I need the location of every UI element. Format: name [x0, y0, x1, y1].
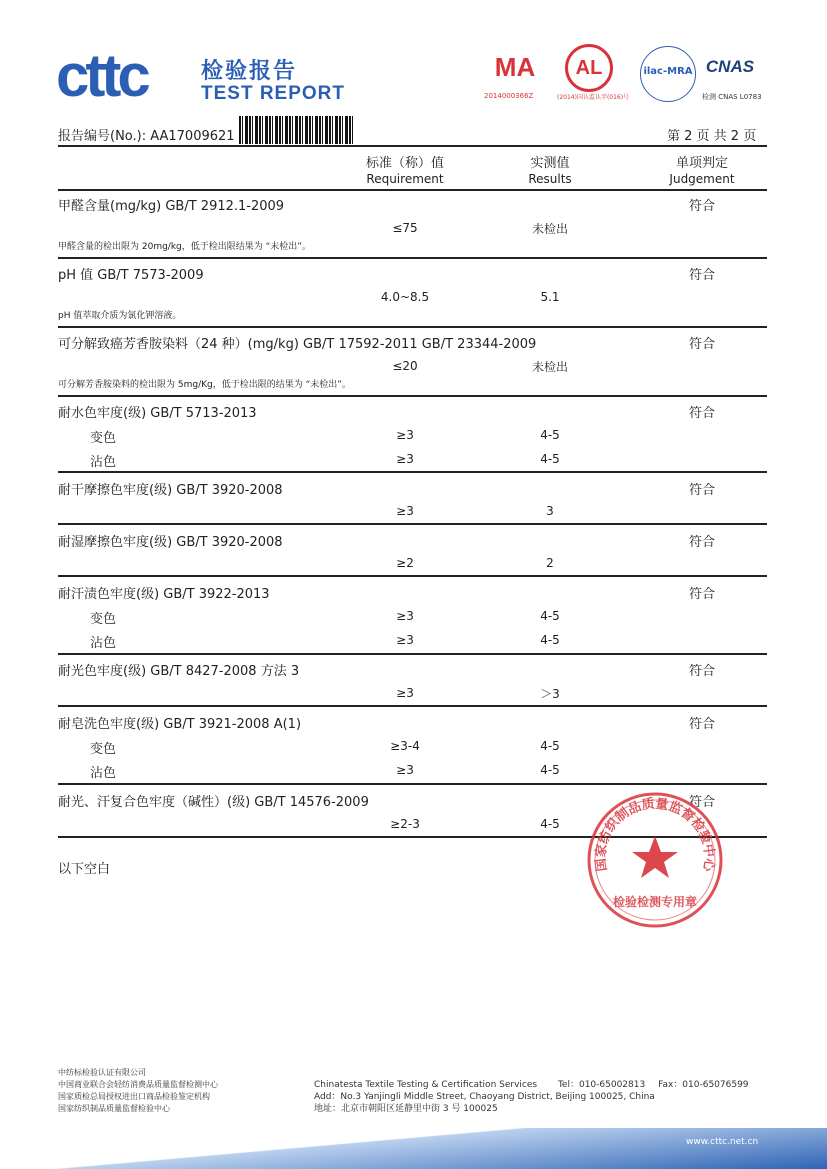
- test-requirement: ≤75: [392, 221, 418, 235]
- ilac-mra-icon: [640, 46, 696, 102]
- test-judgement: 符合: [688, 268, 715, 283]
- cnas-mark-icon: [702, 50, 758, 84]
- stamp-ring-text: 国家纺织制品质量监督检验中心: [593, 796, 717, 873]
- sub-label: 变色: [90, 742, 117, 757]
- footer-organizations: [58, 1067, 218, 1115]
- sub-requirement: ≥3: [396, 763, 414, 777]
- test-result: 3: [546, 504, 554, 518]
- test-result: 未检出: [531, 360, 568, 374]
- test-note: pH 值萃取介质为氯化钾溶液。: [58, 311, 182, 321]
- test-title: pH 值 GB/T 7573-2009: [58, 268, 204, 283]
- row-rule: [58, 783, 767, 785]
- test-requirement: ≥3: [396, 504, 414, 518]
- sub-label: 沾色: [90, 766, 117, 781]
- footer-org-line: 国家纺织制品质量监督检验中心: [58, 1104, 170, 1113]
- footer-website[interactable]: www.cttc.net.cn: [686, 1137, 759, 1147]
- test-judgement: 符合: [688, 199, 715, 214]
- sub-result: 4-5: [540, 739, 560, 753]
- header-rule: [58, 189, 767, 191]
- sub-label: 沾色: [90, 636, 117, 651]
- logo-title-en: TEST REPORT: [201, 83, 346, 104]
- test-title: 耐湿摩擦色牢度(级) GB/T 3920-2008: [58, 535, 283, 550]
- report-number: 报告编号(No.): AA17009621: [58, 129, 235, 144]
- test-judgement: 符合: [688, 337, 715, 352]
- test-judgement: 符合: [688, 664, 715, 679]
- test-title: 甲醛含量(mg/kg) GB/T 2912.1-2009: [58, 199, 285, 214]
- cal-label: AL: [575, 57, 603, 79]
- row-rule: [58, 575, 767, 577]
- sub-result: 4-5: [540, 452, 560, 466]
- blank-below-note: 以下空白: [58, 862, 111, 877]
- sub-requirement: ≥3: [396, 428, 414, 442]
- test-title: 耐光、汗复合色牢度（碱性）(级) GB/T 14576-2009: [58, 795, 369, 810]
- cal-mark-icon: [565, 44, 613, 92]
- page-info: 第 2 页 共 2 页: [667, 129, 757, 144]
- footer-org-line: 中纺标检验认证有限公司: [58, 1068, 146, 1077]
- ilac-label: ilac-MRA: [643, 66, 693, 77]
- test-title: 耐干摩擦色牢度(级) GB/T 3920-2008: [58, 483, 283, 498]
- col-results-cn: 实测值: [530, 156, 570, 171]
- cma-code: 2014000366Z: [484, 92, 534, 100]
- test-result: 2: [546, 556, 554, 570]
- sub-result: 4-5: [540, 763, 560, 777]
- sub-requirement: ≥3: [396, 609, 414, 623]
- sub-result: 4-5: [540, 633, 560, 647]
- stamp-center-text: 检验检测专用章: [612, 895, 698, 909]
- cnas-code: 检测 CNAS L0783: [702, 93, 762, 101]
- test-title: 耐光色牢度(级) GB/T 8427-2008 方法 3: [58, 664, 300, 679]
- footer-address-cn: 地址：北京市朝阳区延静里中街 3 号 100025: [314, 1104, 498, 1114]
- barcode-icon: [239, 116, 355, 144]
- row-rule: [58, 523, 767, 525]
- footer-org-line: 国家质检总局授权进出口商品检验鉴定机构: [58, 1092, 210, 1101]
- test-title: 耐皂洗色牢度(级) GB/T 3921-2008 A(1): [58, 717, 302, 732]
- sub-label: 变色: [90, 612, 117, 627]
- test-result: 未检出: [531, 222, 568, 236]
- col-requirement-cn: 标准（称）值: [365, 156, 444, 171]
- row-rule: [58, 326, 767, 328]
- footer-contact: [314, 1079, 749, 1115]
- official-stamp-icon: [585, 790, 725, 930]
- test-requirement: 4.0~8.5: [380, 290, 430, 304]
- row-rule: [58, 705, 767, 707]
- sub-requirement: ≥3-4: [390, 739, 420, 753]
- row-rule: [58, 653, 767, 655]
- test-title: 耐水色牢度(级) GB/T 5713-2013: [58, 406, 257, 421]
- sub-label: 沾色: [90, 455, 117, 470]
- test-judgement: 符合: [688, 535, 715, 550]
- footer-address-en: Add：No.3 Yanjingli Middle Street, Chaoyang District, Beijing 100025, China: [314, 1092, 655, 1102]
- test-requirement: ≥2: [396, 556, 414, 570]
- sub-result: 4-5: [540, 609, 560, 623]
- row-rule: [58, 471, 767, 473]
- test-judgement: 符合: [688, 795, 715, 810]
- test-result: 5.1: [540, 290, 560, 304]
- logo-mark: cttc: [56, 42, 147, 109]
- test-note: 甲醛含量的检出限为 20mg/kg，低于检出限结果为 “未检出”。: [58, 242, 311, 252]
- test-requirement: ≥2-3: [390, 817, 420, 831]
- footer-fax: Fax：010-65076599: [658, 1080, 749, 1090]
- test-requirement: ≥3: [396, 686, 414, 700]
- test-result: ＞3: [540, 687, 560, 701]
- cma-mark-icon: [485, 50, 545, 84]
- test-requirement: ≤20: [392, 359, 418, 373]
- sub-requirement: ≥3: [396, 452, 414, 466]
- row-rule: [58, 257, 767, 259]
- test-title: 可分解致癌芳香胺染料（24 种）(mg/kg) GB/T 17592-2011 GB/T 23344-2009: [58, 337, 537, 352]
- footer-tel: Tel：010-65002813: [557, 1080, 646, 1090]
- col-requirement-en: Requirement: [366, 172, 444, 186]
- footer-band: [0, 1128, 827, 1169]
- test-title: 耐汗渍色牢度(级) GB/T 3922-2013: [58, 587, 270, 602]
- col-judgement-cn: 单项判定: [675, 156, 728, 171]
- cnas-label: CNAS: [705, 57, 755, 76]
- footer-org-line: 中国商业联合会轻纺消费品质量监督检测中心: [58, 1080, 218, 1089]
- cma-label: MA: [494, 52, 536, 82]
- footer-company-en: Chinatesta Textile Testing & Certification Services: [314, 1080, 538, 1090]
- top-rule: [58, 145, 767, 147]
- sub-requirement: ≥3: [396, 633, 414, 647]
- test-note: 可分解芳香胺染料的检出限为 5mg/Kg，低于检出限的结果为 “未检出”。: [58, 380, 351, 390]
- row-rule: [58, 395, 767, 397]
- sub-result: 4-5: [540, 428, 560, 442]
- logo-title-cn: 检验报告: [201, 59, 298, 84]
- test-judgement: 符合: [688, 717, 715, 732]
- test-judgement: 符合: [688, 406, 715, 421]
- test-result: 4-5: [540, 817, 560, 831]
- col-judgement-en: Judgement: [669, 172, 735, 186]
- test-judgement: 符合: [688, 587, 715, 602]
- cal-code: (2014)国认监认字(016)号: [557, 94, 630, 101]
- footer-company-line: [314, 1079, 749, 1091]
- col-results-en: Results: [528, 172, 572, 186]
- test-judgement: 符合: [688, 483, 715, 498]
- sub-label: 变色: [90, 431, 117, 446]
